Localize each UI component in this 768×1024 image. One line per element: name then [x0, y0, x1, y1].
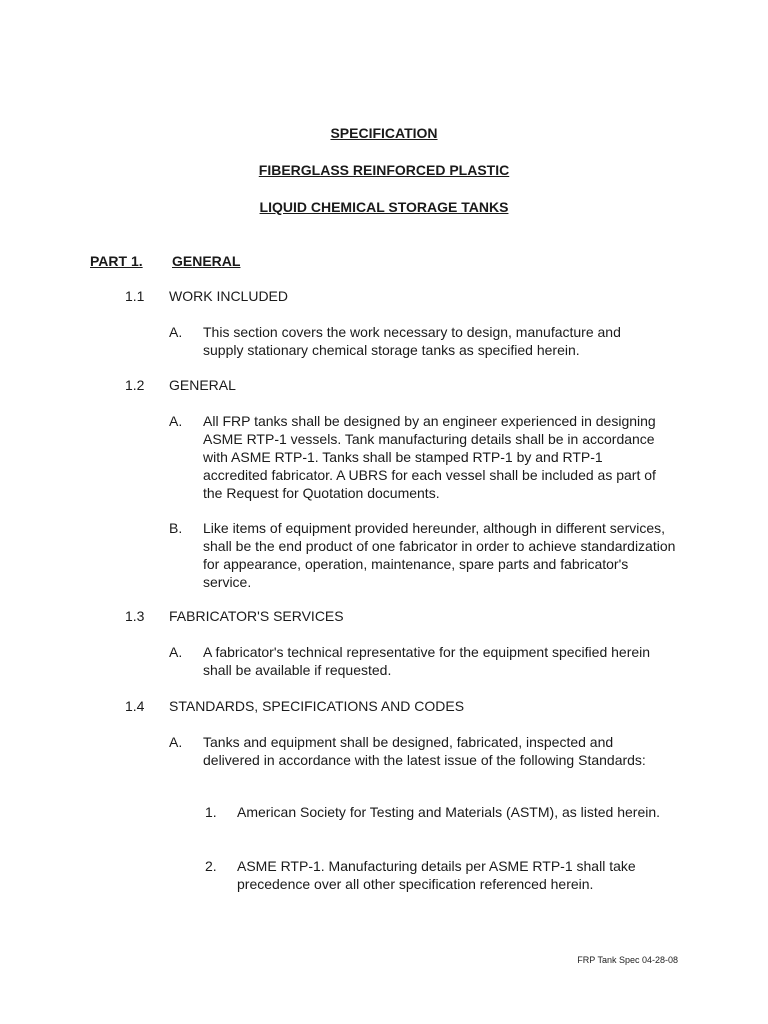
item-letter: B.: [169, 520, 183, 536]
subitem-number: 2.: [205, 858, 217, 874]
section-title: FABRICATOR'S SERVICES: [169, 608, 344, 624]
section-number: 1.1: [125, 288, 145, 304]
section-number: 1.4: [125, 698, 145, 714]
item-letter: A.: [169, 734, 183, 750]
item-text: A fabricator's technical representative for the equipment specified herein shall be available if requested.: [203, 644, 651, 678]
section-title: STANDARDS, SPECIFICATIONS AND CODES: [169, 698, 465, 714]
footer-doc-id: FRP Tank Spec 04-28-08: [577, 955, 678, 965]
section-title: GENERAL: [169, 377, 236, 393]
section-number: 1.2: [125, 377, 145, 393]
title-specification: SPECIFICATION: [330, 125, 438, 141]
item-text: This section covers the work necessary to design, manufacture and supply stationary chemical storage tanks as specified herein.: [203, 324, 621, 358]
item-text: Tanks and equipment shall be designed, fabricated, inspected and delivered in accordance with the latest issue of the following Standards:: [203, 734, 646, 768]
section-number: 1.3: [125, 608, 145, 624]
item-letter: A.: [169, 644, 183, 660]
title-fiberglass: FIBERGLASS REINFORCED PLASTIC: [258, 162, 510, 178]
item-letter: A.: [169, 413, 183, 429]
part-number: PART 1.: [90, 253, 143, 269]
section-title: WORK INCLUDED: [169, 288, 289, 304]
item-text: Like items of equipment provided hereunder, although in different services, shall be the end product of one fabricator in order to achieve standardization for appearance, operation, maintenance, spare parts and fabricator's service.: [203, 520, 676, 590]
subitem-text: ASME RTP-1. Manufacturing details per ASME RTP-1 shall take precedence over all other specification referenced herein.: [237, 858, 636, 892]
subitem-number: 1.: [205, 804, 217, 820]
item-text: All FRP tanks shall be designed by an engineer experienced in designing ASME RTP-1 vessels. Tank manufacturing details shall be in accordance with ASME RTP-1. Tanks shall be stamped RTP-1 by and RTP-1 accredited fabricator. A UBRS for each vessel shall be included as part of the Request for Quotation documents.: [203, 413, 656, 501]
subitem-text: American Society for Testing and Materials (ASTM), as listed herein.: [237, 804, 661, 820]
item-letter: A.: [169, 324, 183, 340]
part-title: GENERAL: [172, 253, 241, 269]
title-storage-tanks: LIQUID CHEMICAL STORAGE TANKS: [259, 199, 509, 215]
